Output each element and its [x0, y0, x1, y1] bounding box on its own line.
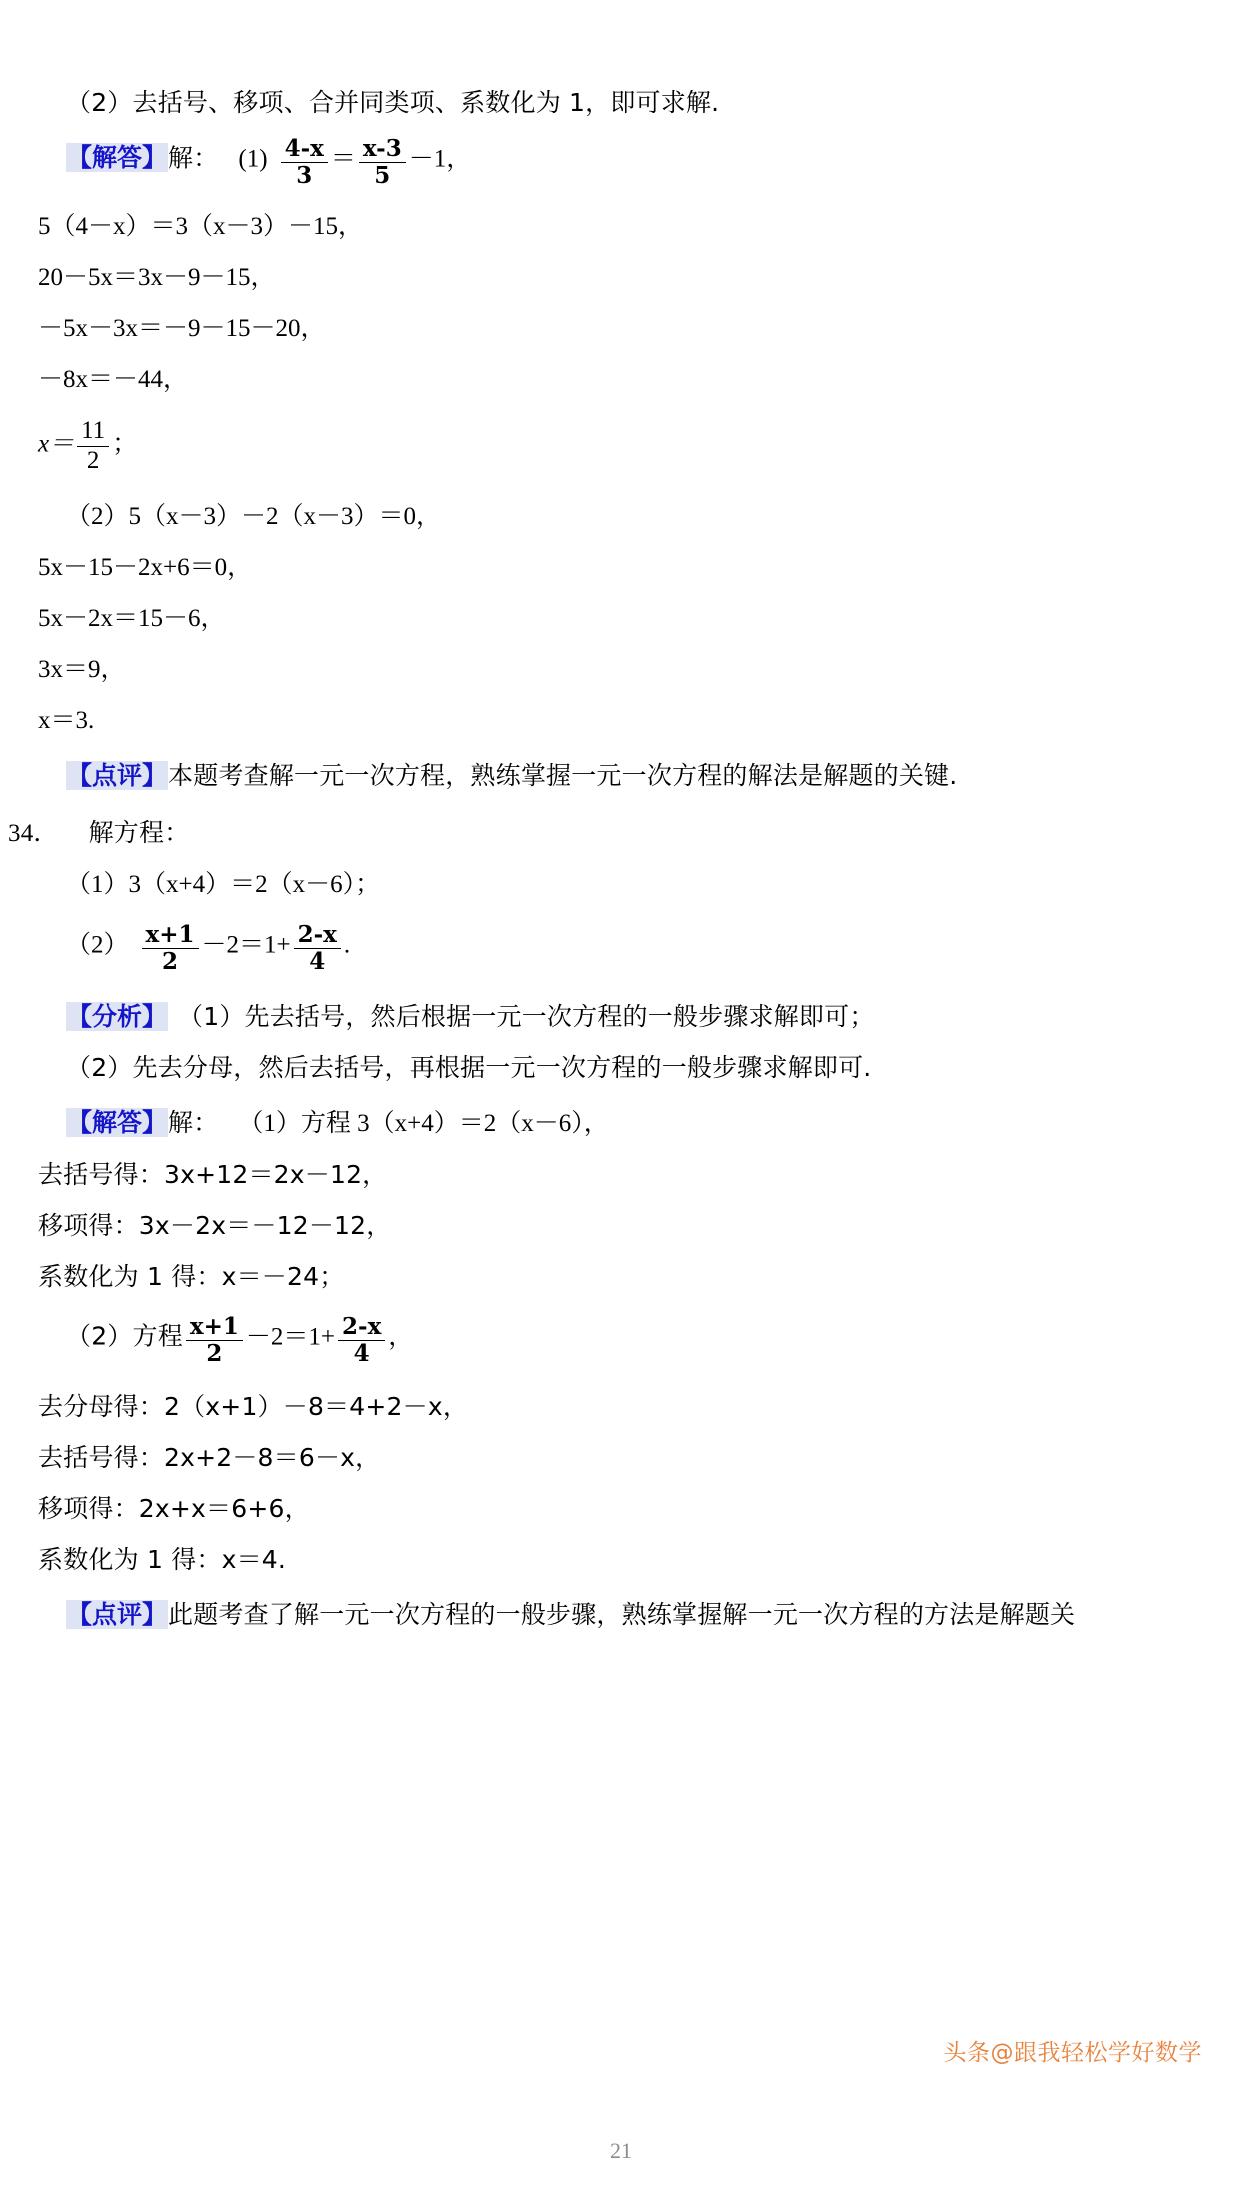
equation-tail: －1，: [408, 145, 472, 173]
fraction-2-minus-x-over-4: [294, 920, 341, 975]
problem34-part2-step-3: 移项得：2x+x＝6+6，: [38, 1494, 310, 1524]
fraction-denominator: 4: [309, 947, 326, 975]
page-number: 21: [610, 2138, 632, 2163]
fraction-x-minus-3-over-5: [359, 137, 406, 188]
problem33-part2-step-1: 5x－15－2x+6＝0，: [38, 553, 253, 581]
problem34-step-3: 系数化为 1 得：x＝－24；: [38, 1262, 345, 1292]
jie-colon-label: 解：: [168, 143, 219, 173]
fraction-numerator: 2-x: [294, 923, 341, 949]
fraction-numerator: 2-x: [338, 1315, 385, 1341]
problem34-part2-equation: [38, 1315, 1204, 1366]
problem34-analysis-2: （2）先去分母，然后去括号，再根据一元一次方程的一般步骤求解即可.: [66, 1053, 872, 1083]
fraction-denominator: 2: [206, 1340, 223, 1368]
fraction-4-minus-x-over-3: [281, 137, 328, 188]
item-1-label: (1): [238, 145, 268, 173]
problem33-step-5: [38, 418, 1204, 474]
problem34-heading: [8, 817, 1204, 847]
fraction-denominator: 3: [296, 162, 313, 190]
problem34-step-1: 去括号得：3x+12＝2x－12，: [38, 1160, 388, 1190]
problem33-part2-step-3: 3x＝9，: [38, 655, 126, 683]
problem33-part2-equation: （2）5（x－3）－2（x－3）＝0，: [66, 502, 442, 530]
part2-lead-label: （2）方程: [66, 1321, 183, 1351]
fraction-x-plus-1-over-2: [142, 920, 199, 975]
problem34-equation-1: （1）3（x+4）＝2（x－6）；: [66, 870, 381, 898]
equation-tail: .: [343, 931, 351, 959]
fraction-2-minus-x-over-4: [338, 1315, 385, 1366]
fraction-numerator: x+1: [186, 1315, 243, 1341]
fraction-denominator: 4: [353, 1340, 370, 1368]
equation-middle: －2＝1+: [201, 931, 291, 959]
problem34-title: 解方程：: [88, 817, 190, 847]
problem34-part2-step-1: 去分母得：2（x+1）－8＝4+2－x，: [38, 1392, 469, 1422]
problem33-part2-step-2: 5x－2x＝15－6，: [38, 604, 226, 632]
fraction-11-over-2: [77, 418, 109, 474]
problem33-solution-eq1: 【解答】解： (1) $\frac{4-x}{3}$ ＝ $\frac{x-3}{5}$ －1，: [67, 135, 472, 190]
fraction-denominator: 2: [162, 947, 179, 975]
fenxi-tag: 【分析】: [67, 1002, 168, 1032]
x-variable: x＝: [38, 430, 75, 458]
jieda-tag: 【解答】: [67, 1108, 168, 1138]
fraction-numerator: x-3: [359, 137, 406, 163]
fraction-numerator: x+1: [142, 923, 199, 949]
watermark: 头条@跟我轻松学好数学: [943, 2040, 1202, 2066]
dianping-tag: 【点评】: [67, 760, 168, 790]
problem33-part2-step-4: x＝3.: [38, 706, 95, 734]
fraction-x-plus-1-over-2: [186, 1315, 243, 1366]
fraction-denominator: 5: [374, 162, 391, 190]
problem34-solution-line1: [38, 1110, 1204, 1136]
fraction-numerator: 11: [77, 418, 109, 446]
fraction-numerator: 4-x: [281, 137, 328, 163]
step-5-tail: ；: [112, 430, 138, 458]
comment-text: 本题考查解一元一次方程，熟练掌握一元一次方程的解法是解题的关键.: [168, 760, 958, 790]
comment-text: 此题考查了解一元一次方程的一般步骤，熟练掌握解一元一次方程的方法是解题关: [168, 1600, 1076, 1630]
analysis-text-1: （1）先去括号，然后根据一元一次方程的一般步骤求解即可；: [178, 1002, 875, 1032]
problem34-comment: [38, 1600, 1204, 1630]
problem34-part2-step-4: 系数化为 1 得：x＝4.: [38, 1545, 287, 1575]
problem33-comment: [38, 760, 1204, 790]
problem34-number: 34．: [8, 819, 59, 847]
jieda-tag: 【解答】: [67, 143, 168, 173]
problem33-step-4: －8x＝－44，: [38, 366, 189, 394]
item-2-label: （2）: [66, 931, 129, 959]
problem33-step-3: －5x－3x＝－9－15－20，: [38, 315, 326, 343]
jie-colon-label: 解：: [168, 1108, 219, 1138]
problem33-step-1: 5（4－x）＝3（x－3）－15，: [38, 213, 364, 241]
solution-equation-1: （1）方程 3（x+4）＝2（x－6），: [238, 1110, 609, 1138]
problem34-analysis-1: [38, 1002, 1204, 1032]
equation-middle: －2＝1+: [245, 1323, 336, 1351]
problem33-analysis-line2: （2）去括号、移项、合并同类项、系数化为 1，即可求解.: [66, 88, 720, 117]
equation-tail: ，: [388, 1323, 414, 1351]
problem34-step-2: 移项得：3x－2x＝－12－12，: [38, 1211, 392, 1241]
problem33-step-2: 20－5x＝3x－9－15，: [38, 264, 276, 292]
problem34-equation-2: [38, 920, 1204, 975]
page-content: [8, 88, 1204, 1649]
dianping-tag: 【点评】: [67, 1600, 168, 1630]
fraction-denominator: 2: [86, 446, 100, 474]
problem34-part2-step-2: 去括号得：2x+2－8＝6－x，: [38, 1443, 381, 1473]
